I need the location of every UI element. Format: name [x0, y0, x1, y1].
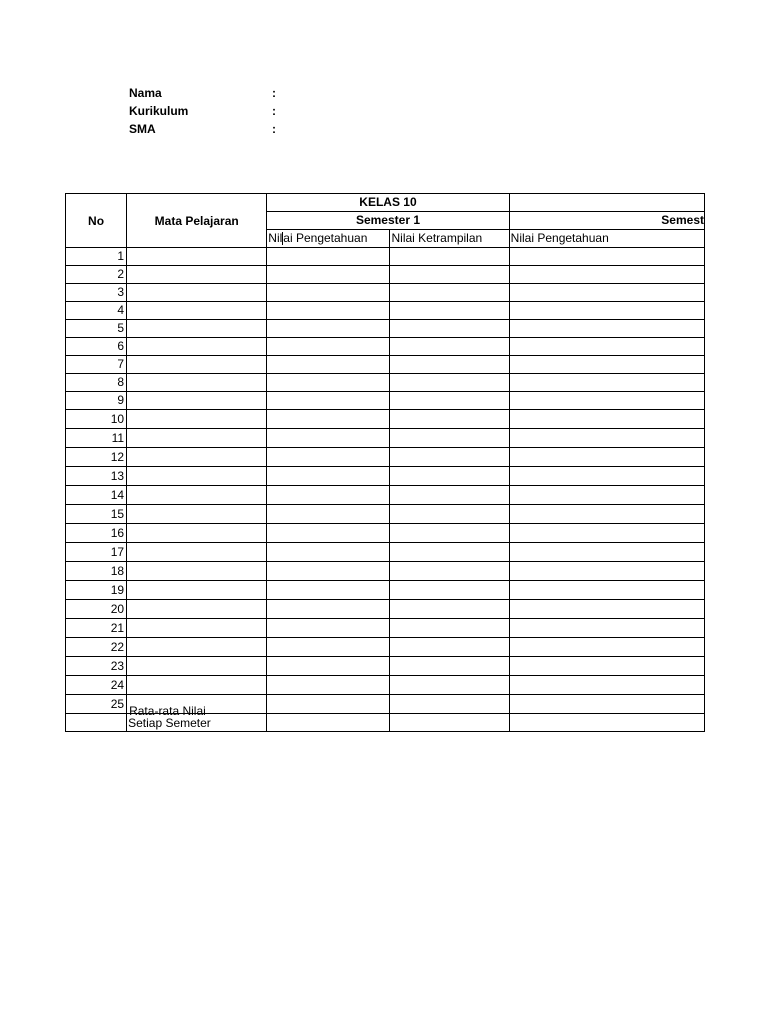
pengetahuan-2-cell[interactable]	[509, 486, 704, 505]
pengetahuan-2-cell[interactable]	[509, 356, 704, 374]
header-nilai-ketrampilan-1[interactable]: Nilai Ketrampilan	[390, 230, 509, 248]
ketrampilan-1-cell[interactable]	[390, 429, 509, 448]
pengetahuan-2-cell[interactable]	[509, 302, 704, 320]
pengetahuan-2-cell[interactable]	[509, 562, 704, 581]
row-number-cell[interactable]: 19	[66, 581, 127, 600]
row-number-cell[interactable]: 4	[66, 302, 127, 320]
subject-cell[interactable]	[127, 505, 267, 524]
student-info	[129, 84, 292, 138]
row-number-cell[interactable]: 25	[66, 695, 127, 714]
row-number-cell[interactable]: 22	[66, 638, 127, 657]
pengetahuan-1-cell[interactable]	[267, 248, 390, 266]
pengetahuan-1-cell[interactable]	[267, 562, 390, 581]
pengetahuan-2-cell[interactable]	[509, 600, 704, 619]
pengetahuan-2-cell[interactable]	[509, 524, 704, 543]
pengetahuan-2-cell[interactable]	[509, 374, 704, 392]
table-row	[66, 543, 705, 562]
subject-cell[interactable]	[127, 619, 267, 638]
pengetahuan-1-cell[interactable]	[267, 410, 390, 429]
pengetahuan-1-cell[interactable]	[267, 676, 390, 695]
subject-cell[interactable]	[127, 676, 267, 695]
table-row	[66, 619, 705, 638]
pengetahuan-2-cell[interactable]	[509, 284, 704, 302]
pengetahuan-1-cell[interactable]	[267, 524, 390, 543]
table-row	[66, 284, 705, 302]
pengetahuan-1-cell[interactable]	[267, 374, 390, 392]
row-number-cell[interactable]: 10	[66, 410, 127, 429]
header-nilai-pengetahuan-2[interactable]: Nilai Pengetahuan	[509, 230, 704, 248]
row-number-cell[interactable]: 6	[66, 338, 127, 356]
info-colon: :	[272, 122, 276, 136]
pengetahuan-1-cell[interactable]	[267, 338, 390, 356]
subject-cell[interactable]	[127, 600, 267, 619]
ketrampilan-1-cell[interactable]	[390, 581, 509, 600]
footer-label-overflow: Rata-rata Nilai	[129, 704, 206, 718]
info-row-sma	[129, 120, 292, 138]
pengetahuan-2-cell[interactable]	[509, 266, 704, 284]
subject-cell[interactable]	[127, 581, 267, 600]
info-label: Kurikulum	[129, 104, 189, 118]
subject-cell[interactable]	[127, 248, 267, 266]
table-row	[66, 448, 705, 467]
pengetahuan-2-cell[interactable]	[509, 581, 704, 600]
ketrampilan-1-cell[interactable]	[390, 600, 509, 619]
footer-label-text: Setiap Semeter	[128, 716, 211, 730]
subject-cell[interactable]	[127, 467, 267, 486]
table-row	[66, 467, 705, 486]
ketrampilan-1-cell[interactable]	[390, 638, 509, 657]
ketrampilan-1-cell[interactable]	[390, 410, 509, 429]
pengetahuan-1-cell[interactable]	[267, 266, 390, 284]
ketrampilan-1-cell[interactable]	[390, 486, 509, 505]
subject-cell[interactable]	[127, 543, 267, 562]
table-row	[66, 676, 705, 695]
table-row	[66, 248, 705, 266]
info-row-nama	[129, 84, 292, 102]
info-row-kurikulum	[129, 102, 292, 120]
table-row	[66, 392, 705, 410]
table-row	[66, 638, 705, 657]
row-number-cell[interactable]: 18	[66, 562, 127, 581]
row-number-cell[interactable]: 23	[66, 657, 127, 676]
subject-cell[interactable]	[127, 448, 267, 467]
table-row	[66, 505, 705, 524]
pengetahuan-2-cell[interactable]	[509, 320, 704, 338]
pengetahuan-1-cell[interactable]	[267, 448, 390, 467]
subject-cell[interactable]	[127, 338, 267, 356]
ketrampilan-1-cell[interactable]	[390, 467, 509, 486]
footer-row	[66, 714, 705, 732]
row-number-cell[interactable]: 16	[66, 524, 127, 543]
pengetahuan-1-cell[interactable]	[267, 429, 390, 448]
pengetahuan-1-cell[interactable]	[267, 302, 390, 320]
pengetahuan-1-cell[interactable]	[267, 619, 390, 638]
pengetahuan-1-cell[interactable]	[267, 467, 390, 486]
grade-sheet	[65, 193, 704, 736]
pengetahuan-1-cell[interactable]	[267, 600, 390, 619]
ketrampilan-1-cell[interactable]	[390, 302, 509, 320]
pengetahuan-2-cell[interactable]	[509, 505, 704, 524]
subject-cell[interactable]	[127, 486, 267, 505]
pengetahuan-2-cell[interactable]	[509, 543, 704, 562]
cell-text-part: ai Pengetahuan	[283, 231, 368, 245]
ketrampilan-1-cell[interactable]	[390, 266, 509, 284]
subject-cell[interactable]	[127, 356, 267, 374]
row-number-cell[interactable]: 7	[66, 356, 127, 374]
pengetahuan-1-cell[interactable]	[267, 543, 390, 562]
pengetahuan-2-cell[interactable]	[509, 248, 704, 266]
footer-no-cell[interactable]	[66, 714, 127, 732]
ketrampilan-1-cell[interactable]	[390, 284, 509, 302]
row-number-cell[interactable]: 9	[66, 392, 127, 410]
subject-cell[interactable]	[127, 524, 267, 543]
cell-text-part: Nil	[268, 231, 283, 245]
table-row	[66, 320, 705, 338]
pengetahuan-2-cell[interactable]	[509, 695, 704, 714]
pengetahuan-1-cell[interactable]	[267, 356, 390, 374]
pengetahuan-1-cell[interactable]	[267, 695, 390, 714]
pengetahuan-1-cell[interactable]	[267, 284, 390, 302]
pengetahuan-2-cell[interactable]	[509, 410, 704, 429]
table-row	[66, 410, 705, 429]
pengetahuan-2-cell[interactable]	[509, 676, 704, 695]
pengetahuan-2-cell[interactable]	[509, 467, 704, 486]
row-number-cell[interactable]: 17	[66, 543, 127, 562]
footer-ketrampilan-1-cell[interactable]	[390, 714, 509, 732]
header-no[interactable]: No	[66, 194, 127, 248]
table-row	[66, 657, 705, 676]
ketrampilan-1-cell[interactable]	[390, 505, 509, 524]
ketrampilan-1-cell[interactable]	[390, 676, 509, 695]
row-number-cell[interactable]: 8	[66, 374, 127, 392]
pengetahuan-1-cell[interactable]	[267, 505, 390, 524]
table-row	[66, 429, 705, 448]
pengetahuan-2-cell[interactable]	[509, 619, 704, 638]
ketrampilan-1-cell[interactable]	[390, 320, 509, 338]
header-class-10[interactable]: KELAS 10	[267, 194, 509, 212]
pengetahuan-1-cell[interactable]	[267, 486, 390, 505]
subject-cell[interactable]	[127, 266, 267, 284]
row-number-cell[interactable]: 3	[66, 284, 127, 302]
ketrampilan-1-cell[interactable]	[390, 657, 509, 676]
header-semester-1[interactable]: Semester 1	[267, 212, 509, 230]
table-row	[66, 524, 705, 543]
grade-table	[65, 193, 705, 732]
table-row	[66, 302, 705, 320]
ketrampilan-1-cell[interactable]	[390, 543, 509, 562]
pengetahuan-2-cell[interactable]	[509, 448, 704, 467]
subject-cell[interactable]	[127, 392, 267, 410]
ketrampilan-1-cell[interactable]	[390, 374, 509, 392]
table-row	[66, 374, 705, 392]
subject-cell[interactable]	[127, 429, 267, 448]
table-row	[66, 600, 705, 619]
subject-cell[interactable]	[127, 410, 267, 429]
ketrampilan-1-cell[interactable]	[390, 524, 509, 543]
subject-cell[interactable]	[127, 657, 267, 676]
footer-pengetahuan-1-cell[interactable]	[267, 714, 390, 732]
pengetahuan-1-cell[interactable]	[267, 581, 390, 600]
info-label: Nama	[129, 86, 162, 100]
table-row	[66, 486, 705, 505]
footer-pengetahuan-2-cell[interactable]	[509, 714, 704, 732]
row-number-cell[interactable]: 5	[66, 320, 127, 338]
ketrampilan-1-cell[interactable]	[390, 695, 509, 714]
table-row	[66, 266, 705, 284]
row-number-cell[interactable]: 21	[66, 619, 127, 638]
pengetahuan-2-cell[interactable]	[509, 638, 704, 657]
table-row	[66, 356, 705, 374]
ketrampilan-1-cell[interactable]	[390, 562, 509, 581]
pengetahuan-2-cell[interactable]	[509, 429, 704, 448]
pengetahuan-1-cell[interactable]	[267, 638, 390, 657]
ketrampilan-1-cell[interactable]	[390, 356, 509, 374]
ketrampilan-1-cell[interactable]	[390, 448, 509, 467]
subject-cell[interactable]	[127, 284, 267, 302]
row-number-cell[interactable]: 24	[66, 676, 127, 695]
row-number-cell[interactable]: 12	[66, 448, 127, 467]
subject-cell[interactable]	[127, 374, 267, 392]
row-number-cell[interactable]: 2	[66, 266, 127, 284]
pengetahuan-1-cell[interactable]	[267, 320, 390, 338]
header-semester-2[interactable]	[509, 212, 704, 230]
ketrampilan-1-cell[interactable]	[390, 248, 509, 266]
info-colon: :	[272, 86, 276, 100]
info-label: SMA	[129, 122, 156, 136]
subject-cell[interactable]	[127, 320, 267, 338]
table-row	[66, 581, 705, 600]
subject-cell[interactable]	[127, 638, 267, 657]
row-number-cell[interactable]: 15	[66, 505, 127, 524]
subject-cell[interactable]	[127, 562, 267, 581]
header-subject[interactable]: Mata Pelajaran	[127, 194, 267, 248]
row-number-cell[interactable]: 1	[66, 248, 127, 266]
table-row	[66, 562, 705, 581]
footer-label-cell[interactable]	[127, 704, 267, 732]
row-number-cell[interactable]: 20	[66, 600, 127, 619]
row-number-cell[interactable]: 14	[66, 486, 127, 505]
pengetahuan-1-cell[interactable]	[267, 657, 390, 676]
pengetahuan-1-cell[interactable]	[267, 392, 390, 410]
pengetahuan-2-cell[interactable]	[509, 392, 704, 410]
pengetahuan-2-cell[interactable]	[509, 657, 704, 676]
header-class-empty[interactable]	[509, 194, 704, 212]
ketrampilan-1-cell[interactable]	[390, 338, 509, 356]
semester-2-text: Semest	[661, 213, 704, 227]
header-nilai-pengetahuan-1[interactable]	[267, 230, 390, 248]
ketrampilan-1-cell[interactable]	[390, 392, 509, 410]
ketrampilan-1-cell[interactable]	[390, 619, 509, 638]
pengetahuan-2-cell[interactable]	[509, 338, 704, 356]
info-colon: :	[272, 104, 276, 118]
subject-cell[interactable]	[127, 302, 267, 320]
row-number-cell[interactable]: 11	[66, 429, 127, 448]
row-number-cell[interactable]: 13	[66, 467, 127, 486]
table-row	[66, 338, 705, 356]
